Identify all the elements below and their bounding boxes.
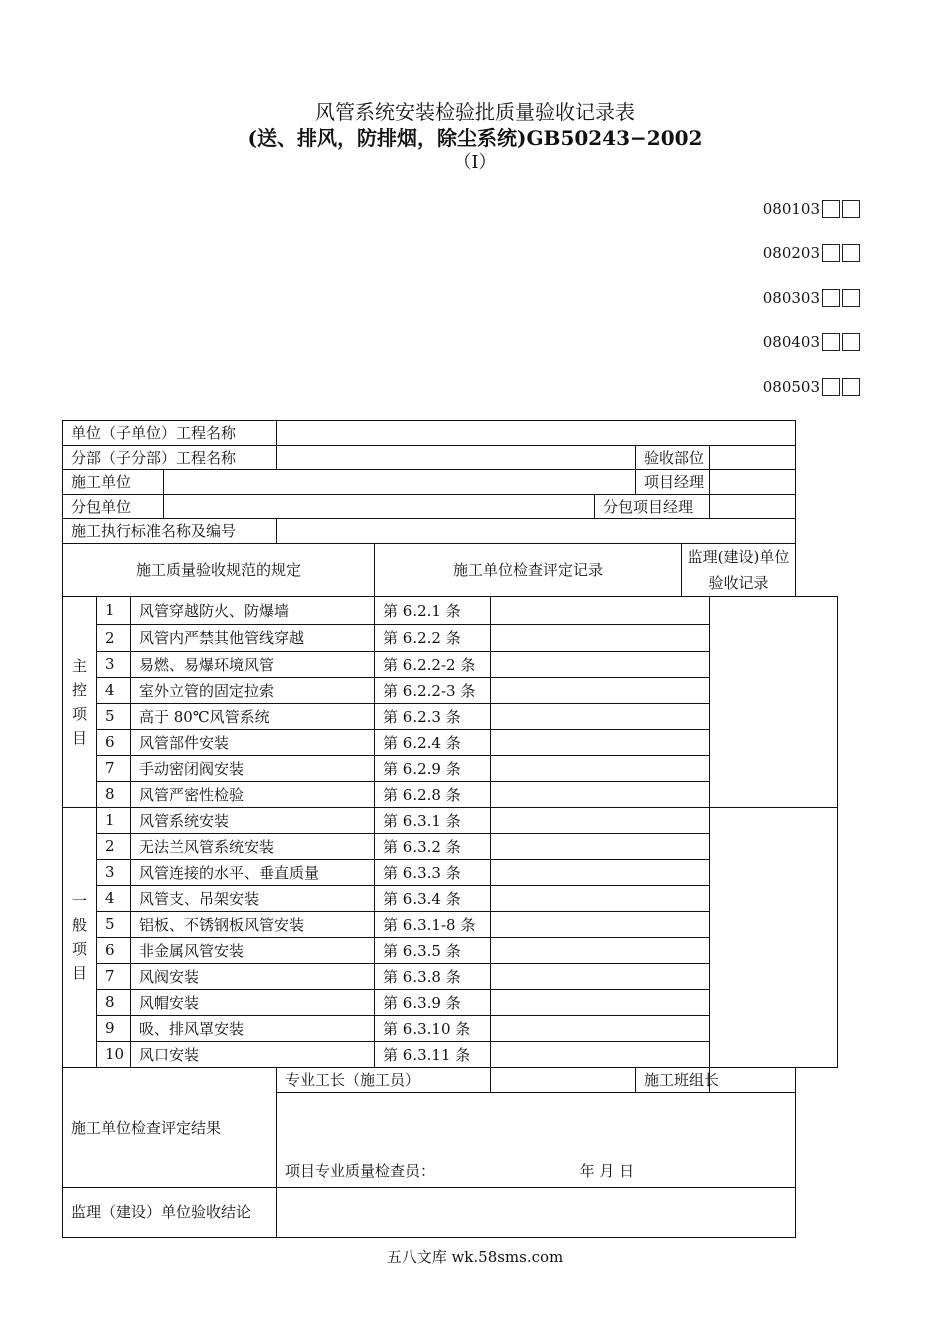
- item-clause: 第 6.3.4 条: [375, 885, 491, 911]
- foreman-field[interactable]: [491, 1067, 636, 1092]
- standard-field[interactable]: [277, 519, 796, 544]
- code-row: [763, 333, 860, 351]
- subcontract-manager-field[interactable]: [710, 494, 796, 519]
- check-record-field[interactable]: [491, 1015, 710, 1041]
- code-row: [763, 289, 860, 307]
- code-label: 080503: [762, 378, 820, 396]
- check-record-field[interactable]: [491, 963, 710, 989]
- item-no: 4: [97, 677, 131, 703]
- item-no: 7: [97, 963, 131, 989]
- item-name: 风管穿越防火、防爆墙: [131, 596, 375, 624]
- check-record-field[interactable]: [491, 703, 710, 729]
- item-no: 9: [97, 1015, 131, 1041]
- item-clause: 第 6.2.2-2 条: [375, 651, 491, 677]
- col-supervision-header: 监理(建设)单位验收记录: [682, 543, 796, 596]
- code-box[interactable]: [822, 289, 840, 307]
- team-leader-label: 施工班组长: [636, 1067, 710, 1092]
- item-clause: 第 6.3.1 条: [375, 807, 491, 833]
- check-record-field[interactable]: [491, 937, 710, 963]
- item-clause: 第 6.3.2 条: [375, 833, 491, 859]
- page-subtitle: (送、排风，防排烟，除尘系统)GB50243−2002: [247, 126, 703, 150]
- check-record-field[interactable]: [491, 729, 710, 755]
- item-clause: 第 6.3.8 条: [375, 963, 491, 989]
- code-box[interactable]: [822, 333, 840, 351]
- check-record-field[interactable]: [491, 911, 710, 937]
- foreman-label: 专业工长（施工员）: [277, 1067, 491, 1092]
- unit-name-label: 单位（子单位）工程名称: [63, 421, 277, 446]
- item-clause: 第 6.2.3 条: [375, 703, 491, 729]
- col-spec-header: 施工质量验收规范的规定: [63, 543, 375, 596]
- item-no: 8: [97, 781, 131, 807]
- inspection-form: [62, 420, 838, 1238]
- item-no: 7: [97, 755, 131, 781]
- item-clause: 第 6.3.5 条: [375, 937, 491, 963]
- item-no: 5: [97, 911, 131, 937]
- item-clause: 第 6.3.11 条: [375, 1041, 491, 1067]
- supervision-conclusion-label: 监理（建设）单位验收结论: [63, 1187, 277, 1237]
- code-box[interactable]: [842, 378, 860, 396]
- item-no: 2: [97, 624, 131, 651]
- item-no: 3: [97, 651, 131, 677]
- standard-label: 施工执行标准名称及编号: [63, 519, 277, 544]
- item-clause: 第 6.3.10 条: [375, 1015, 491, 1041]
- check-record-field[interactable]: [491, 885, 710, 911]
- item-clause: 第 6.2.9 条: [375, 755, 491, 781]
- item-name: 无法兰风管系统安装: [131, 833, 375, 859]
- code-row: [763, 378, 860, 396]
- inspector-label: 项目专业质量检查员：: [285, 1161, 436, 1180]
- project-manager-field[interactable]: [710, 470, 796, 495]
- acceptance-part-label: 验收部位: [636, 445, 710, 470]
- item-name: 风管部件安装: [131, 729, 375, 755]
- code-box[interactable]: [842, 244, 860, 262]
- code-row: [763, 200, 860, 218]
- code-box[interactable]: [822, 200, 840, 218]
- item-name: 高于 80℃风管系统: [131, 703, 375, 729]
- item-name: 风管严密性检验: [131, 781, 375, 807]
- item-no: 5: [97, 703, 131, 729]
- col-check-header: 施工单位检查评定记录: [375, 543, 682, 596]
- item-clause: 第 6.3.3 条: [375, 859, 491, 885]
- code-label: 080203: [762, 244, 820, 262]
- item-name: 风口安装: [131, 1041, 375, 1067]
- project-manager-label: 项目经理: [636, 470, 710, 495]
- code-row: [763, 244, 860, 262]
- check-record-field[interactable]: [491, 807, 710, 833]
- item-name: 吸、排风罩安装: [131, 1015, 375, 1041]
- item-no: 6: [97, 937, 131, 963]
- item-name: 室外立管的固定拉索: [131, 677, 375, 703]
- code-box[interactable]: [842, 200, 860, 218]
- footer-watermark: 五八文库 wk.58sms.com: [386, 1248, 564, 1266]
- general-group-text: 一般项目: [71, 892, 87, 982]
- subcontract-unit-label: 分包单位: [63, 494, 164, 519]
- item-clause: 第 6.2.1 条: [375, 596, 491, 624]
- item-name: 易燃、易爆环境风管: [131, 651, 375, 677]
- item-name: 风管连接的水平、垂直质量: [131, 859, 375, 885]
- item-name: 手动密闭阀安装: [131, 755, 375, 781]
- date-label: 年 月 日: [579, 1161, 635, 1180]
- check-record-field[interactable]: [491, 755, 710, 781]
- construction-unit-label: 施工单位: [63, 470, 164, 495]
- code-box[interactable]: [842, 289, 860, 307]
- acceptance-part-field[interactable]: [710, 445, 796, 470]
- result-field[interactable]: [277, 1092, 796, 1187]
- check-record-field[interactable]: [491, 781, 710, 807]
- code-box[interactable]: [822, 378, 840, 396]
- item-no: 4: [97, 885, 131, 911]
- check-record-field[interactable]: [491, 677, 710, 703]
- subunit-name-field[interactable]: [277, 445, 636, 470]
- check-record-field[interactable]: [491, 833, 710, 859]
- code-label: 080103: [762, 200, 820, 218]
- item-clause: 第 6.3.1-8 条: [375, 911, 491, 937]
- check-record-field[interactable]: [491, 651, 710, 677]
- item-no: 1: [97, 596, 131, 624]
- code-box[interactable]: [822, 244, 840, 262]
- check-record-field[interactable]: [491, 989, 710, 1015]
- main-group-text: 主控项目: [71, 656, 87, 747]
- main-group-label: [63, 596, 97, 807]
- item-clause: 第 6.2.2 条: [375, 624, 491, 651]
- item-name: 风管系统安装: [131, 807, 375, 833]
- item-no: 6: [97, 729, 131, 755]
- item-no: 8: [97, 989, 131, 1015]
- page-part: （Ⅰ）: [453, 152, 497, 173]
- item-name: 非金属风管安装: [131, 937, 375, 963]
- unit-name-field[interactable]: [277, 421, 796, 446]
- item-no: 1: [97, 807, 131, 833]
- page-title: 风管系统安装检验批质量验收记录表: [315, 100, 635, 124]
- supervision-record-field[interactable]: [710, 807, 838, 1067]
- subcontract-unit-field[interactable]: [164, 494, 595, 519]
- item-clause: 第 6.2.8 条: [375, 781, 491, 807]
- construction-unit-field[interactable]: [164, 470, 636, 495]
- result-label: 施工单位检查评定结果: [63, 1067, 277, 1187]
- supervision-conclusion-field[interactable]: [277, 1187, 796, 1237]
- item-name: 风管支、吊架安装: [131, 885, 375, 911]
- team-leader-field[interactable]: [710, 1067, 796, 1092]
- item-clause: 第 6.2.4 条: [375, 729, 491, 755]
- code-box[interactable]: [842, 333, 860, 351]
- item-name: 风帽安装: [131, 989, 375, 1015]
- check-record-field[interactable]: [491, 596, 710, 624]
- item-name: 风阀安装: [131, 963, 375, 989]
- supervision-record-field[interactable]: [710, 596, 838, 807]
- item-name: 风管内严禁其他管线穿越: [131, 624, 375, 651]
- general-group-label: [63, 807, 97, 1067]
- code-label: 080403: [762, 333, 820, 351]
- item-clause: 第 6.3.9 条: [375, 989, 491, 1015]
- subunit-name-label: 分部（子分部）工程名称: [63, 445, 277, 470]
- check-record-field[interactable]: [491, 1041, 710, 1067]
- subcontract-manager-label: 分包项目经理: [595, 494, 710, 519]
- item-name: 铝板、不锈钢板风管安装: [131, 911, 375, 937]
- item-clause: 第 6.2.2-3 条: [375, 677, 491, 703]
- check-record-field[interactable]: [491, 859, 710, 885]
- item-no: 10: [97, 1041, 131, 1067]
- code-label: 080303: [762, 289, 820, 307]
- check-record-field[interactable]: [491, 624, 710, 651]
- item-no: 3: [97, 859, 131, 885]
- item-no: 2: [97, 833, 131, 859]
